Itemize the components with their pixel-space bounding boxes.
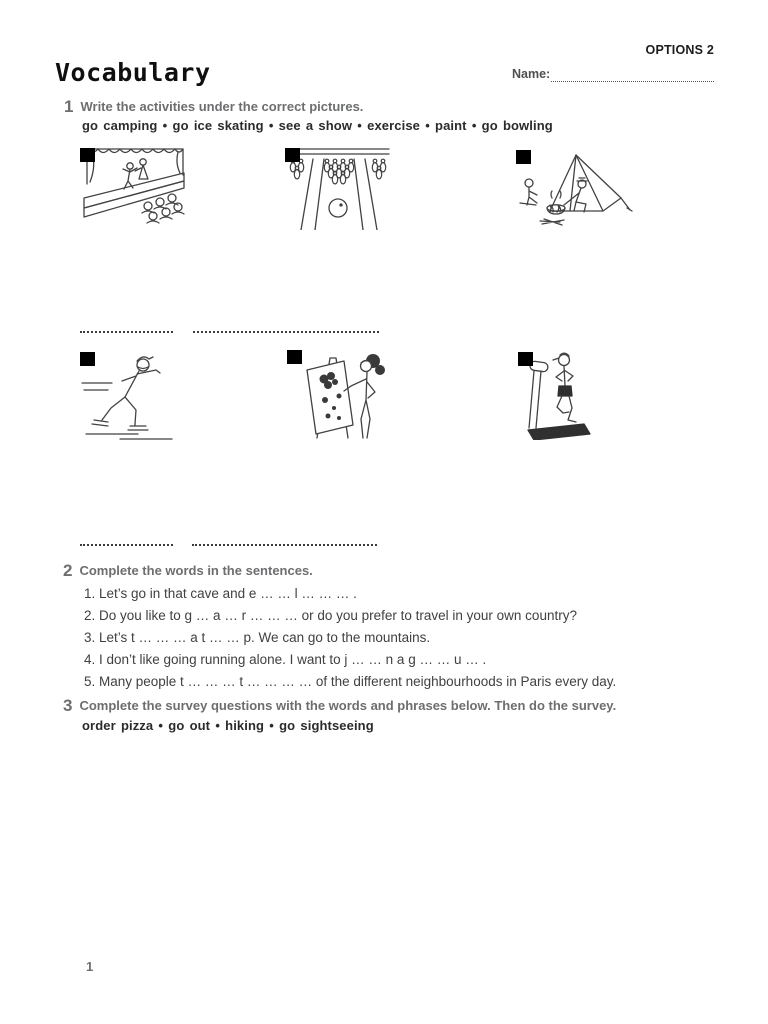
picture-checkbox-square <box>80 148 95 162</box>
sentence-1: 1. Let’s go in that cave and e … … l … … … . <box>84 586 357 601</box>
picture-checkbox-square <box>518 352 533 366</box>
page-number: 1 <box>86 959 94 974</box>
exercise2-number: 2 <box>63 561 73 580</box>
exercise3-heading <box>63 696 617 715</box>
picture-go-ice-skating <box>80 350 186 440</box>
answer-line <box>80 331 173 333</box>
sentence-3: 3. Let’s t … … … a t … … p. We can go to the mountains. <box>84 630 431 645</box>
sentence-4: 4. I don’t like going running alone. I want to j … … n a g … … u … . <box>84 652 487 667</box>
see-a-show-illustration <box>80 146 190 230</box>
name-label: Name: <box>512 67 551 81</box>
picture-see-a-show <box>80 146 190 230</box>
picture-checkbox-square <box>516 150 531 164</box>
answer-line <box>192 544 377 546</box>
picture-exercise <box>518 350 604 440</box>
go-ice-skating-illustration <box>80 350 186 440</box>
exercise3-word-bank: order pizza • go out • hiking • go sightseeing <box>82 718 374 733</box>
exercise2-instruction: Complete the words in the sentences. <box>79 563 313 578</box>
paint-illustration <box>287 348 393 440</box>
sentence-2: 2. Do you like to g … a … r … … … or do you prefer to travel in your own country? <box>84 608 577 623</box>
exercise3-instruction: Complete the survey questions with the words and phrases below. Then do the survey. <box>79 698 617 713</box>
go-bowling-illustration <box>285 146 391 230</box>
exercise2-heading <box>63 561 313 580</box>
go-camping-illustration <box>516 148 634 232</box>
name-field <box>512 68 714 82</box>
picture-checkbox-square <box>285 148 300 162</box>
exercise1-word-bank: go camping • go ice skating • see a show • exercise • paint • go bowling <box>82 118 553 133</box>
picture-go-bowling <box>285 146 391 230</box>
sentence-5: 5. Many people t … … … t … … … … of the different neighbourhoods in Paris every day. <box>84 674 617 689</box>
exercise1-heading <box>64 97 364 116</box>
answer-line <box>193 331 379 333</box>
name-answer-line <box>551 69 714 82</box>
picture-checkbox-square <box>287 350 302 364</box>
page-title: Vocabulary <box>55 58 211 87</box>
exercise1-number: 1 <box>64 97 74 116</box>
picture-go-camping <box>516 148 634 232</box>
picture-checkbox-square <box>80 352 95 366</box>
exercise3-number: 3 <box>63 696 73 715</box>
header-course-label: OPTIONS 2 <box>645 43 714 57</box>
answer-line <box>80 544 173 546</box>
exercise1-instruction: Write the activities under the correct pictures. <box>80 99 364 114</box>
picture-paint <box>287 348 393 440</box>
